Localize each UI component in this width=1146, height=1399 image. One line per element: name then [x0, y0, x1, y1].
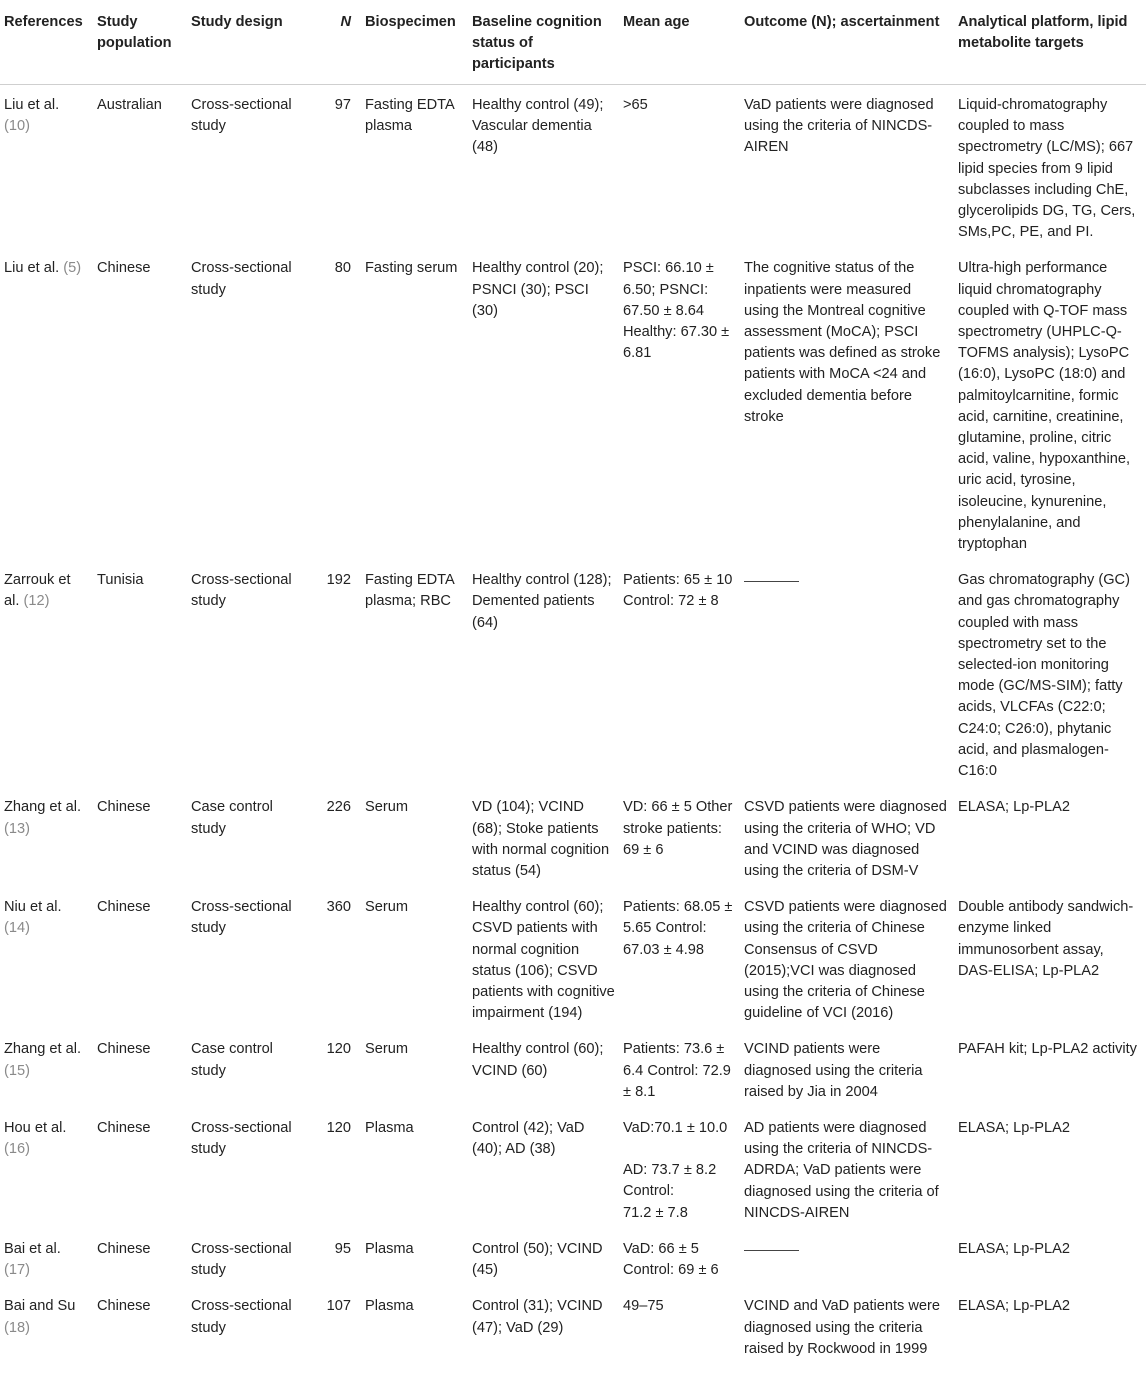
- cell-n: 192: [326, 572, 351, 589]
- cell-biospecimen: Plasma: [365, 1240, 414, 1257]
- cell-population: Chinese: [97, 799, 151, 816]
- cell-biospecimen: Fasting serum: [365, 260, 458, 277]
- cell-reference: [0, 560, 93, 787]
- cell-baseline: Control (50); VCIND (45): [472, 1240, 603, 1279]
- cell-age: [619, 1108, 740, 1229]
- cell-baseline: Healthy control (20); PSNCI (30); PSCI (30): [472, 260, 604, 319]
- age-line-gap: [623, 1139, 736, 1160]
- cell-outcome: VCIND patients were diagnosed using the criteria raised by Jia in 2004: [744, 1041, 923, 1100]
- cell-outcome: VaD patients were diagnosed using the criteria of NINCDS-AIREN: [744, 97, 934, 156]
- cell-population: Chinese: [97, 1298, 151, 1315]
- not-reported-dash: [744, 1239, 799, 1251]
- reference-author: Bai and Su: [4, 1298, 76, 1315]
- not-reported-dash: [744, 570, 799, 582]
- cell-baseline: Healthy control (128); Demented patients (64): [472, 572, 612, 631]
- header-platform: Analytical platform, lipid metabolite targets: [954, 0, 1146, 85]
- table-row: [0, 887, 1146, 1029]
- cell-age: VaD: 66 ± 5 Control: 69 ± 6: [623, 1240, 719, 1279]
- header-outcome: Outcome (N); ascertainment: [740, 0, 954, 85]
- cell-n: 95: [334, 1240, 351, 1257]
- cell-platform: ELASA; Lp-PLA2: [958, 799, 1070, 816]
- reference-author: Liu et al.: [4, 260, 60, 277]
- table-row: [0, 787, 1146, 887]
- cell-outcome: CSVD patients were diagnosed using the criteria of Chinese Consensus of CSVD (2015);VCI was diagnosed using the criteria of Chinese guideline of VCI (2016): [744, 899, 947, 1022]
- cell-platform: ELASA; Lp-PLA2: [958, 1298, 1070, 1315]
- header-age: Mean age: [619, 0, 740, 85]
- cell-age: 49–75: [623, 1298, 664, 1315]
- cell-baseline: VD (104); VCIND (68); Stoke patients with normal cognition status (54): [472, 799, 610, 879]
- cell-outcome: CSVD patients were diagnosed using the criteria of WHO; VD and VCIND was diagnosed using the criteria of DSM-V: [744, 799, 947, 879]
- cell-population: Australian: [97, 97, 162, 113]
- reference-author: Liu et al.: [4, 97, 60, 113]
- cell-reference: [0, 1108, 93, 1229]
- cell-population: Chinese: [97, 1240, 151, 1257]
- cell-design: Case control study: [191, 1041, 273, 1079]
- reference-link[interactable]: (10): [4, 118, 30, 135]
- table-row: [0, 1108, 1146, 1229]
- reference-author: Zhang et al.: [4, 1041, 82, 1058]
- cell-reference: [0, 1229, 93, 1286]
- cell-baseline: Control (31); VCIND (47); VaD (29): [472, 1298, 603, 1336]
- cell-age: Patients: 73.6 ± 6.4 Control: 72.9 ± 8.1: [623, 1041, 731, 1100]
- header-biospecimen: Biospecimen: [361, 0, 468, 85]
- cell-outcome: AD patients were diagnosed using the criteria of NINCDS-ADRDA; VaD patients were diagnosed using the criteria of NINCDS-AIREN: [744, 1119, 939, 1221]
- reference-link[interactable]: (13): [4, 820, 30, 837]
- reference-link[interactable]: (16): [4, 1141, 30, 1158]
- header-row: [0, 0, 1146, 85]
- reference-link[interactable]: (14): [4, 920, 30, 937]
- age-line: VaD:70.1 ± 10.0: [623, 1119, 728, 1136]
- table-row: [0, 85, 1146, 249]
- reference-link[interactable]: (12): [23, 593, 50, 610]
- cell-design: Cross-sectional study: [191, 97, 292, 135]
- cell-n: 107: [326, 1298, 351, 1315]
- cell-n: 226: [326, 799, 351, 816]
- header-references: References: [0, 0, 93, 85]
- cell-biospecimen: Plasma: [365, 1119, 414, 1136]
- reference-link[interactable]: (17): [4, 1262, 30, 1279]
- cell-platform: Gas chromatography (GC) and gas chromatography coupled with mass spectrometry set to the selected-ion monitoring mode (GC/MS-SIM); fatty acids, VLCFAs (C22:0; C24:0; C26:0), phytanic acid, and plasmalogen-C16:0: [958, 572, 1130, 780]
- cell-n: 97: [334, 97, 351, 113]
- cell-age: PSCI: 66.10 ± 6.50; PSNCI: 67.50 ± 8.64 Healthy: 67.30 ± 6.81: [623, 260, 730, 362]
- cell-population: Chinese: [97, 1041, 151, 1058]
- cell-reference: [0, 248, 93, 560]
- cell-design: Cross-sectional study: [191, 572, 292, 610]
- table-row: [0, 1286, 1146, 1360]
- table-row: [0, 1229, 1146, 1286]
- cell-n: 120: [326, 1041, 351, 1058]
- cell-reference: [0, 1286, 93, 1360]
- cell-platform: PAFAH kit; Lp-PLA2 activity: [958, 1041, 1137, 1058]
- cell-biospecimen: Serum: [365, 799, 408, 816]
- age-line: 71.2 ± 7.8: [623, 1204, 688, 1221]
- cell-population: Chinese: [97, 1119, 151, 1136]
- header-baseline: Baseline cognition status of participants: [468, 0, 619, 85]
- cell-platform: ELASA; Lp-PLA2: [958, 1240, 1070, 1257]
- cell-n: 360: [326, 899, 351, 916]
- cell-outcome: VCIND and VaD patients were diagnosed using the criteria raised by Rockwood in 1999: [744, 1298, 941, 1357]
- cell-platform: Ultra-high performance liquid chromatography coupled with Q-TOF mass spectrometry (UHPLC-Q-TOFMS analysis); LysoPC (16:0), LysoPC (18:0) and palmitoylcarnitine, formic acid, carnitine, creatinine, glutamine, proline, citric acid, valine, hypoxanthine, uric acid, tyrosine, isoleucine, kynurenine, phenylalanine, and tryptophan: [958, 260, 1130, 553]
- cell-age: Patients: 65 ± 10 Control: 72 ± 8: [623, 572, 733, 610]
- cell-design: Cross-sectional study: [191, 260, 292, 298]
- table-row: [0, 560, 1146, 787]
- cell-platform: Double antibody sandwich-enzyme linked immunosorbent assay, DAS-ELISA; Lp-PLA2: [958, 899, 1134, 979]
- table-row: [0, 1029, 1146, 1108]
- cell-design: Cross-sectional study: [191, 1298, 292, 1336]
- reference-author: Zarrouk et al.: [4, 572, 71, 610]
- cell-n: 80: [334, 260, 351, 277]
- reference-link[interactable]: (15): [4, 1062, 30, 1079]
- age-line: Control:: [623, 1183, 675, 1200]
- cell-outcome: [740, 560, 954, 787]
- cell-biospecimen: Serum: [365, 1041, 408, 1058]
- reference-link[interactable]: (18): [4, 1319, 30, 1336]
- cell-biospecimen: Serum: [365, 899, 408, 916]
- cell-design: Cross-sectional study: [191, 899, 292, 937]
- cell-age: Patients: 68.05 ± 5.65 Control: 67.03 ± 4.98: [623, 899, 733, 958]
- cell-baseline: Healthy control (49); Vascular dementia (48): [472, 97, 604, 156]
- cell-biospecimen: Fasting EDTA plasma: [365, 97, 454, 135]
- cell-outcome: [740, 1229, 954, 1286]
- cell-outcome: The cognitive status of the inpatients were measured using the Montreal cognitive assessment (MoCA); PSCI patients was defined as stroke patients with MoCA <24 and excluded dementia before stroke: [744, 260, 941, 425]
- cell-reference: [0, 887, 93, 1029]
- cell-n: 120: [326, 1119, 351, 1136]
- reference-author: Niu et al.: [4, 899, 62, 916]
- cell-age: VD: 66 ± 5 Other stroke patients: 69 ± 6: [623, 799, 733, 858]
- age-line: AD: 73.7 ± 8.2: [623, 1162, 717, 1179]
- cell-design: Cross-sectional study: [191, 1119, 292, 1158]
- cell-age: >65: [623, 97, 648, 113]
- cell-reference: [0, 1029, 93, 1108]
- cell-biospecimen: Plasma: [365, 1298, 414, 1315]
- cell-baseline: Healthy control (60); VCIND (60): [472, 1041, 604, 1079]
- reference-link[interactable]: (5): [63, 260, 82, 277]
- cell-population: Chinese: [97, 260, 151, 277]
- cell-platform: ELASA; Lp-PLA2: [958, 1119, 1070, 1136]
- cell-baseline: Control (42); VaD (40); AD (38): [472, 1119, 585, 1158]
- cell-baseline: Healthy control (60); CSVD patients with normal cognition status (106); CSVD patients with cognitive impairment (194): [472, 899, 615, 1022]
- cell-platform: Liquid-chromatography coupled to mass spectrometry (LC/MS); 667 lipid species from 9 lipid subclasses including ChE, glycerolipids DG, TG, Cers, SMs,PC, PE, and PI.: [958, 97, 1136, 241]
- reference-author: Bai et al.: [4, 1240, 61, 1257]
- header-n: N: [313, 0, 361, 85]
- cell-design: Cross-sectional study: [191, 1240, 292, 1279]
- cell-reference: [0, 787, 93, 887]
- reference-author: Zhang et al.: [4, 799, 82, 816]
- header-population: Study population: [93, 0, 187, 85]
- reference-author: Hou et al.: [4, 1119, 67, 1136]
- cell-population: Chinese: [97, 899, 151, 916]
- header-design: Study design: [187, 0, 313, 85]
- cell-design: Case control study: [191, 799, 273, 837]
- cell-population: Tunisia: [97, 572, 144, 589]
- cell-reference: [0, 85, 93, 249]
- table-row: [0, 248, 1146, 560]
- cell-biospecimen: Fasting EDTA plasma; RBC: [365, 572, 454, 610]
